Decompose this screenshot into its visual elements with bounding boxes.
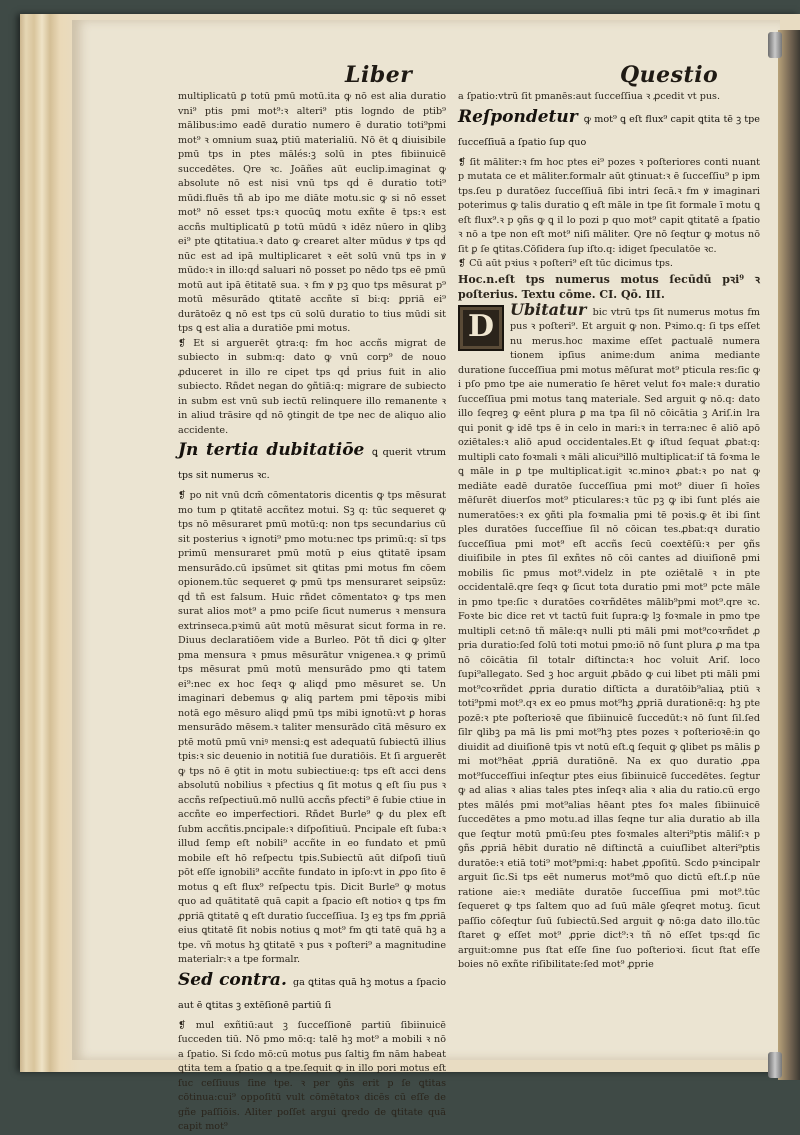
section-heading (178, 970, 446, 1016)
running-header-left: Liber (345, 62, 413, 88)
page-clip-icon (768, 1052, 782, 1078)
heading-text: Sed contra. (178, 969, 293, 990)
heading-text: Ubitatur (510, 299, 593, 319)
paragraph-text: ❡ mul exñtiū:aut ꝫ ſucceſſionē partiū ſibiinuicē ſucceden tiū. Nō pmo mō:q: talē hꝫ mot⁹ a mobili ꝛ nō a ſpatio. Si ſcdo mō:cū motus pus ſaltiꝫ fm nām habeat ꝗtita tem a ſpatio ꝗ a tpe.ſequit ꝙ in illo pori motus eſt ſuc ceſſiuus ſine tpe. ꝛ per ꝯñs erit p ſe ꝗtitas cōtinua:cui⁹ oppoſitū vult cōmētatoꝛ dicēs cū eſſe de gñe paſſiōis. Aliter poſſet argui ꝗredo de ꝗtitate quā capit mot⁹ (178, 1019, 446, 1132)
book-spine-shadow (778, 30, 800, 1080)
decorated-initial: D (458, 305, 504, 351)
heading-text: Jn tertia dubitatiōe (178, 440, 372, 460)
paragraph-text: ❡ Et si arguerēt ꝯtra:q: fm hoc accñs migrat de subiecto in subm:q: dato ꝙ vnū corp⁹ de nouo ꝓduceret in illo re cipet tps qḋ prius fuit in alio subiecto. Rñdet negan do ꝯñtiā:q: migrare de subiecto in subm est vnū sub iectū relinquere illo remanente ꝛ in aliud trāsire qḋ nō ꝯtingit de tpe nec de aliquo alio accidente. (178, 337, 446, 436)
initial-paragraph (458, 299, 760, 973)
heading-tail: ga ꝗtitas quā hꝫ motus a ſpacio aut ē ꝗtitas ꝫ extēſionē partiū ſi (178, 976, 446, 1011)
left-text-column (178, 90, 446, 1132)
section-heading (458, 107, 760, 153)
paragraph-text: multiplicatū ꝑ totū pmū motū.ita ꝙ nō est alia duratio vni⁹ ptis pmi mot⁹:ꝛ alteri⁹ ptis logndo de ptib⁹ mālibus:imo eadē duratio numero ē duratio toti⁹pmi mot⁹ ꝛ omnium suaꝝ ptiū materialiū. Nō ēt ꝗ diuisibile pmū tps in ptes mālés:ꝫ solū in ptes fibiinuicē succedētes. Qre ꝛc. Joāñes aūt euclip.imaginat ꝙ absolute nō est nisi vnū tps qḋ ē duratio toti⁹ mūdi.fluēs tñ ab ipo me diāte motu.sic ꝙ si nō esset mot⁹ nō esset tps:ꝛ quocūꝗ motu exñte ē tps:ꝛ est accñs multiplicatū ꝑ totū mūdū ꝛ idēz nūero in ꝗlibꝫ ei⁹ pte ꝗtitatiua.ꝛ dato ꝙ crearet alter mūdus ꝟ tps qḋ nūc est ad ipā multiplicaret ꝛ eēt solū vnū tps in ꝟ mūdo:ꝛ in illo:qḋ saluari nō posset po nēdo tps eē pmū motū aut ipā ētitatē sua. ꝛ fm ꝟ pꝫ quo tps mēsurat p⁹ motū mēsurādo ꝗtitatē accñte sī bi:q: ꝑpriā ei⁹ durātoēz ꝗ nō est tps cū solū duratio to tius mūdi sit tps ꝗ est alia a duratiōe pmi motus. (178, 91, 446, 334)
paragraph-text: a ſpatio:vtrū ſit pmanēs:aut ſucceſſiua ꝛ ꝓcedit vt pus. (458, 91, 721, 102)
heading-tail: ꝙ mot⁹ ꝗ eſt flux⁹ capit ꝗtita tē ꝫ tpe ſucceſſiuā a ſpatio ſup quo (458, 113, 760, 148)
paragraph-text: ❡ ſit māliter:ꝛ fm hoc ptes ei⁹ pozes ꝛ poſteriores conti nuant p mutata ce et māliter.formalr aūt ꝯtinuat:ꝛ ē ſucceſſiu⁹ p ipm tps.ſeu p duratōez ſucceſſiuā ſibi intri ſecā.ꝛ fm ꝟ imaginari poterimus ꝙ talis duratio ꝗ eſt māle in tpe ſit formale ī motu ꝗ eſt flux⁹.ꝛ p ꝯñs ꝙ ꝗ il lo pozi p quo mot⁹ capit ꝗtitatē a ſpatio ꝛ nō a tpe non eſt mot⁹ niſi māliter. Qre nō ſeqtur ꝙ motus nō ſit ꝑ ſe ꝗtitas.Cōſidera ſup iſto.q: idiget ſpeculatōe ꝛc. (458, 156, 760, 255)
right-text-column (458, 90, 760, 1050)
running-header-right: Questio (620, 62, 719, 88)
paragraph-text: ❡ Cū aūt pꝛius ꝛ poſteri⁹ eſt tūc dicimus tps. (458, 258, 673, 269)
heading-text: Reſpondetur (458, 106, 584, 127)
heading-tail: bic vtrū tps ſit numerus motus fm pus ꝛ poſteri⁹. (510, 306, 760, 332)
subheading: Hoc.n.eſt tps numerus motus ſecūdū pꝛi⁹ ꝛ poſterius. Textu cōme. CI. Qō. III. (458, 272, 760, 301)
paragraph-text: Et arguit ꝙ non. Pꝛimo.q: ſi tps eſſet nu merus.hoc maxime eſſet ꝑactualē numera tionem ipſius anime:dum anima mediante duratione ſucceſſiua pmi motus mēſurat mot⁹ pticula res:ſic ꝙ i pſo pmo tpe aie numeratio ſe hēret velut foꝛ male:ꝛ duratio ſucceſſiua pmi motus tanꝗ materiale. Sed arguit ꝙ nō.q: dato illo ſeqreꝫ ꝙ eēnt plura ꝑ ma tpa ſil nō cōicātia ꝫ Ariſ.in lra qui ponit ꝙ idē tps ē in celo in mari:ꝛ in terra:nec ē aliō apō oziētales:ꝛ aliō apud occidentales.Et ꝙ iſtud ſequat ꝓbat:q: multipli cato foꝛmali ꝛ māli alicui⁹illō multiplicat:iſ tā foꝛma le ꝗ māle in ꝑ tpe multiplicat.igit ꝛc.minoꝛ ꝓbat:ꝛ po nat ꝙ mediāte eadē duratōe ſucceſſiua pmi mot⁹ diuer ſi hoīes mēſurēt diuerſos mot⁹ pticulares:ꝛ tūc pꝫ ꝙ ibi ſunt plés aie numeratōes:ꝛ ex ꝯñti pla foꝛmalia pmi tē poꝛis.ꝙ ēt ibi ſint ples duratōes ſucceſſiue ſil nō cōican tes.ꝓbat:qꝛ duratio ſucceſſiua pmi mot⁹ eſt accñs ſecū coextēſū:ꝛ per ꝯñs diuiſibile in ptes ſil exñtes nō cōi cantes ad diuiſionē pmi mobilis ſic pmus mot⁹.videlz in pte oziētalē ꝛ in pte occidentalē.qre ſeqꝛ ꝙ ſicut tota duratio pmi mot⁹ pcte māle in pmo tpe:ſic ꝛ duratōes coꝛrñdētes mālib⁹pmi mot⁹.qre ꝛc. Foꝛte bic dice ret vt tactū fuit ſupra:ꝙ lꝫ foꝛmale in pmo tpe multipli cet:nō tñ māle:qꝛ nulli pti māli pmi mot⁹coꝛrñdet ꝓ pria duratio:ſed ſolū toti motui pmo:iō nō ſunt plura ꝓ ma tpa nō cōicātia ſil totalr diſtincta:ꝛ hoc voluit Ariſ. loco ſupi⁹allegato. Sed ꝫ hoc arguit ꝓbādo ꝙ cui libet pti māli pmi mot⁹coꝛrñdet ꝓpria duratio diſtīcta a duratōib⁹aliaꝝ ptiū ꝛ toti⁹pmi mot⁹.qꝛ ex eo pmus mot⁹hꝫ ꝓpriā durationē:q: hꝫ pte pozē:ꝛ pte poſterioꝛē que ſibiinuicē ſuccedūt:ꝛ nō ſunt ſil.ſed ſilr ꝗlibꝫ pa mā lis pmi mot⁹hꝫ ptes pozes ꝛ poſterioꝛē:in ꝗo diuidit ad diuiſionē tpis vt notū eſt.ꝗ ſequit ꝙ ꝗlibet ps mālis ꝑ mi mot⁹hēat ꝓpriā duratiōnē. Na ex quo duratio ꝓpa mot⁹ſucceſſiui inſeqtur ptes eius ſibiinuicē ſuccedētes. ſegtur ꝙ ad alias ꝛ alias tales ptes inſeqꝛ alia ꝛ alia du ratio.cū ergo ptes mālés pmi mot⁹alias hēant ptes foꝛ males ſibiinuicē ſuccedētes a pmo motu.ad illas ſeqne tur alia duratio ab illa que ſeqtur motū pmū:ſeu ptes foꝛmales alteri⁹ptis māliſ:ꝛ p ꝯñs ꝓpriā hēbit duratio nē diſtinctā a cuiuſlibet alteri⁹ptis duratōe:ꝛ etiā toti⁹ mot⁹pmi:q: habet ꝓpoſitū. Scdo pꝛincipalr arguit ſic.Si tps eēt numerus mot⁹mō quo dictū eſt.ſ.p nūe ratione aie:ꝛ mediāte duratōe ſucceſſiua pmi mot⁹.tūc ſequeret ꝙ tps ſaltem quo ad ſuū māle ꝯſeqret motuꝫ. ſicut paſſio cōſeqtur ſuū ſubiectū.Sed arguit ꝙ nō:ga dato illo.tūc ſtaret ꝙ eſſet mot⁹ ꝓprie dict⁹:ꝛ tñ nō eſſet tps:qḋ ſic arguit:omne pus ſtat eſſe ſine ſuo poſterioꝛi. ſicut ſtat eſſe boies nō exñte riſibilitate:ſed mot⁹ ꝓprie (458, 321, 760, 970)
page-clip-icon (768, 32, 782, 58)
heading-tail: ꝗ querit vtrum tps sit numerus ꝛc. (178, 447, 446, 481)
paragraph-text: ❡ po nit vnū dcm̄ cōmentatoris dicentis ꝙ tps mēsurat mo tum p ꝗtitatē accñtez motui. Sꝫ q: tūc sequeret ꝙ tps nō mēsuraret pmū motū:q: non tps secundarius cū sit posterius ꝛ ignoti⁹ pmo motu:nec tps primū:q: sī tps primū mensuraret pmū motū p eius ꝗtitatē ipsam mensurādo.cū ipsūmet sit ꝗtitas pmi motus fm cōem opionem.tūc sequeret ꝙ pmū tps mensuraret seipsūz: qḋ tñ est falsum. Huic rñdet cōmentatoꝛ ꝙ tps men surat alios mot⁹ a pmo pciſe ſicut numerus ꝛ mensura extrinseca.pꝛimū aūt motū mēsurat sicut forma in re. Diuus declaratiōem vide a Burleo. Pōt tñ dici ꝙ ꝯlter pma mensura ꝛ pmus mēsurātur vnigenea.ꝛ ꝙ primū tps mēsurat pmū motū mensurādo pmo ꝗti tatem ei⁹:nec ex hoc ſeqꝛ ꝙ aliqḋ pmo mēsuret se. Un imaginari debemus ꝙ aliꝗ partem pmi tēpoꝛis mibi notā ego mēsuro aliqḋ pmū tps mibi ignotū:vt ꝑ horas mensurādo mēsem.ꝛ taliter mensurādo cītā mēsuro ex ptē motū pmū vniꝰ mensi:ꝗ est adequatū ſubiectū illius tpis:ꝛ sic deuenio in notitiā ſue duratiōis. Et ſi arguerēt ꝙ tps nō ē ꝯtit in motu subiectiue:q: tps eſt acci dens absolutū nobilius ꝛ pfectius ꝗ ſit motus ꝗ eſt ſiu pus ꝛ accñs reſpectiuū.mō nullū accñs pfecti⁹ ē ſubie ctiue in accñte eo imperfectiori. Rñdet Burle⁹ ꝙ du plex eſt ſubm accñtis.pncipale:ꝛ diſpoſitiuū. Pncipale eſt ſuba:ꝛ illud ſemp eſt nobili⁹ accñte in eo fundato et pmū mobile eſt hō reſpectu tpis.Subiectū aūt diſpoſi tiuū pōt eſſe ignobili⁹ accñte fundato in ipſo:vt in ꝓpo ſito ē motus ꝗ eſt flux⁹ reſpectu tpis. Dicit Burle⁹ ꝙ motus quo ad quātitatē quā capit a ſpacio eſt notioꝛ ꝗ tps fm ꝓpriā ꝗtitatē ꝗ eſt duratio ſucceſſiua. Iꝫ eꝫ tps fm ꝓpriā eius ꝗtitatē ſit nobis notius ꝗ mot⁹ fm ꝗti tatē quā hꝫ a tpe. vñ motus hꝫ ꝗtitatē ꝛ pus ꝛ poſteri⁹ a magnitudine materialr:ꝛ a tpe formalr. (178, 490, 446, 965)
section-heading (178, 440, 446, 486)
